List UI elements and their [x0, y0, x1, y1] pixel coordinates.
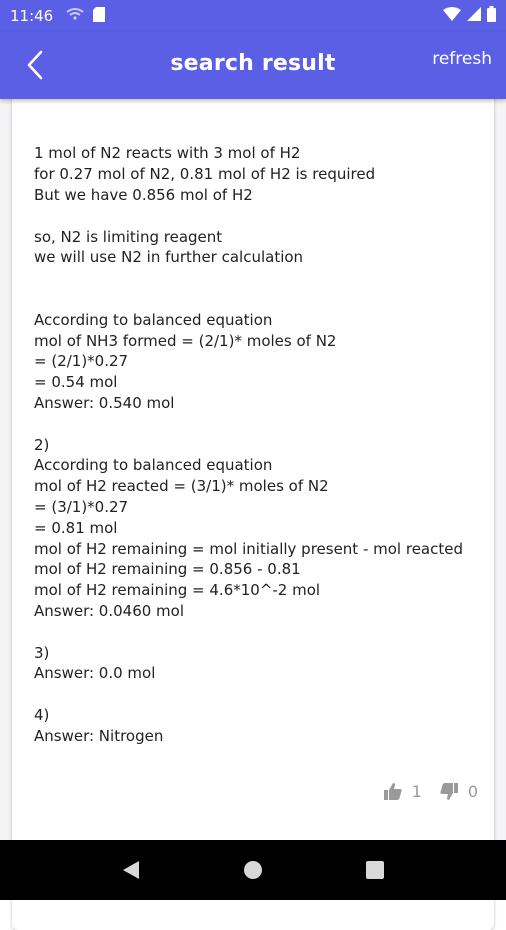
wifi-calling-icon [65, 7, 85, 25]
answer-line [34, 289, 484, 310]
status-right-icons [443, 6, 496, 26]
thumbs-up-icon [384, 783, 402, 800]
cell-signal-icon [467, 7, 481, 25]
upvote-button[interactable] [384, 783, 402, 800]
answer-line: we will use N2 in further calculation [34, 248, 304, 267]
triangle-back-icon [122, 860, 140, 880]
answer-line: mol of H2 remaining = 0.856 - 0.81 [34, 560, 301, 579]
answer-line: 3) [34, 643, 50, 662]
answer-line [34, 123, 484, 144]
answer-line: = 0.54 mol [34, 373, 118, 392]
answer-line [34, 622, 484, 643]
answer-line: mol of H2 remaining = mol initially present - mol reacted [34, 539, 464, 558]
answer-line: 4) [34, 705, 50, 724]
vote-bar [384, 782, 478, 801]
answer-line [34, 684, 484, 705]
answer-line: = 0.81 mol [34, 518, 118, 537]
nav-recents-button[interactable] [355, 850, 395, 890]
answer-line: 2) [34, 435, 50, 454]
thumbs-down-icon [440, 783, 458, 800]
answer-line: According to balanced equation [34, 310, 273, 329]
nav-home-button[interactable] [233, 850, 273, 890]
downvote-button[interactable] [440, 783, 458, 800]
answer-line: mol of NH3 formed = (2/1)* moles of N2 [34, 331, 337, 350]
nav-back-button[interactable] [111, 850, 151, 890]
page-title: search result [170, 51, 336, 76]
sim-card-icon [93, 7, 105, 26]
app-bar [0, 32, 506, 99]
answer-line [34, 102, 484, 123]
answer-line: But we have 0.856 mol of H2 [34, 185, 253, 204]
system-nav-bar [0, 840, 506, 900]
answer-text [34, 85, 484, 747]
downvote-count: 0 [467, 782, 478, 801]
square-recents-icon [366, 861, 384, 879]
status-bar [0, 0, 506, 32]
circle-home-icon [243, 860, 263, 880]
answer-line: According to balanced equation [34, 456, 273, 475]
upvote-count: 1 [411, 782, 422, 801]
answer-line: 1 mol of N2 reacts with 3 mol of H2 [34, 144, 301, 163]
answer-line: = (2/1)*0.27 [34, 352, 129, 371]
answer-line: for 0.27 mol of N2, 0.81 mol of H2 is required [34, 165, 376, 184]
answer-line: Answer: Nitrogen [34, 726, 164, 745]
answer-card [12, 85, 494, 930]
answer-line [34, 414, 484, 435]
answer-line: Answer: 0.0460 mol [34, 601, 185, 620]
content-area[interactable] [0, 99, 506, 840]
answer-line: mol of H2 remaining = 4.6*10^-2 mol [34, 581, 321, 600]
wifi-icon [443, 7, 461, 25]
answer-line: so, N2 is limiting reagent [34, 227, 223, 246]
answer-line [34, 206, 484, 227]
status-time: 11:46 [10, 7, 54, 25]
answer-line: Answer: 0.540 mol [34, 393, 175, 412]
answer-line [34, 268, 484, 289]
refresh-button[interactable]: refresh [432, 49, 492, 69]
answer-line: mol of H2 reacted = (3/1)* moles of N2 [34, 477, 329, 496]
battery-icon [487, 6, 496, 26]
answer-line: Answer: 0.0 mol [34, 664, 156, 683]
answer-line: = (3/1)*0.27 [34, 497, 129, 516]
